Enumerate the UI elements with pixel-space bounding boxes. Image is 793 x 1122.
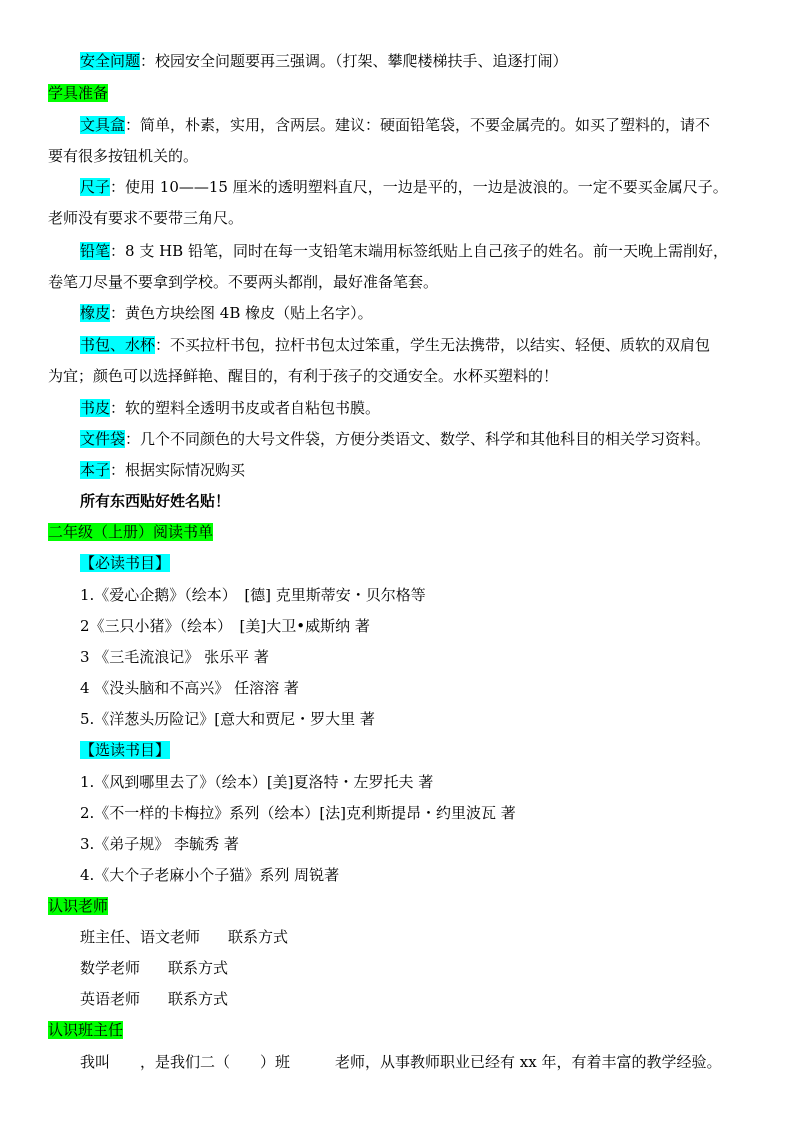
head-teacher-heading [48, 1015, 748, 1046]
book-item: 3.《弟子规》 李毓秀 著 [80, 835, 239, 853]
supply-label: 橡皮 [80, 304, 111, 322]
supply-label: 铅笔 [80, 242, 111, 260]
optional-books-label [80, 735, 748, 766]
supply-label: 文件袋 [80, 430, 126, 448]
teacher-contact: 联系方式 [228, 928, 289, 946]
book-item: 1.《风到哪里去了》（绘本）[美]夏洛特・左罗托夫 著 [80, 773, 434, 791]
supply-label: 书包、水杯 [80, 336, 156, 354]
teachers-heading [48, 891, 748, 922]
supply-ruler [80, 172, 748, 203]
teacher-role: 数学老师 [80, 959, 141, 977]
supply-label: 文具盒 [80, 116, 126, 134]
book-item: 3 《三毛流浪记》 张乐平 著 [80, 648, 269, 666]
supplies-heading-text: 学具准备 [48, 84, 109, 102]
optional-books-label-text: 【选读书目】 [80, 741, 171, 759]
supply-label: 尺子 [80, 178, 111, 196]
supply-file-bag [80, 424, 748, 455]
supply-label: 书皮 [80, 399, 111, 417]
supply-text: ：使用 10——15 厘米的透明塑料直尺，一边是平的，一边是波浪的。一定不要买金属尺子。 [110, 178, 728, 196]
required-books-label [80, 548, 748, 579]
teacher-contact: 联系方式 [168, 990, 229, 1008]
supply-text: ：不买拉杆书包，拉杆书包太过笨重，学生无法携带，以结实、轻便、质软的双肩包 [155, 336, 711, 354]
supply-book-cover [80, 393, 748, 424]
book-item: 1.《爱心企鹅》（绘本） [德] 克里斯蒂安・贝尔格等 [80, 586, 426, 604]
book-item: 2《三只小猪》（绘本） [美]大卫•威斯纳 著 [80, 617, 370, 635]
supply-pencil-case-cont: 要有很多按钮机关的。 [48, 147, 199, 165]
teacher-row [80, 984, 748, 1015]
supply-eraser [80, 298, 748, 329]
name-sticker-note: 所有东西贴好姓名贴！ [80, 492, 231, 510]
supply-text: ：简单，朴素，实用，含两层。建议：硬面铅笔袋，不要金属壳的。如买了塑料的，请不 [125, 116, 711, 134]
safety-label: 安全问题 [80, 52, 141, 70]
supply-bag-cup [80, 330, 748, 361]
supply-pencil-case [80, 110, 748, 141]
teacher-row [80, 953, 748, 984]
supply-text: ：几个不同颜色的大号文件袋，方便分类语文、数学、科学和其他科目的相关学习资料。 [125, 430, 711, 448]
supply-ruler-cont: 老师没有要求不要带三角尺。 [48, 209, 244, 227]
supply-label: 本子 [80, 461, 111, 479]
book-item: 4 《没头脑和不高兴》 任溶溶 著 [80, 679, 299, 697]
required-books-label-text: 【必读书目】 [80, 554, 171, 572]
supplies-heading [48, 78, 748, 109]
safety-line [80, 46, 748, 77]
teacher-row [80, 922, 748, 953]
supply-text: ：软的塑料全透明书皮或者自粘包书膜。 [110, 399, 381, 417]
teachers-heading-text: 认识老师 [48, 897, 109, 915]
safety-text: ：校园安全问题要再三强调。（打架、攀爬楼梯扶手、追逐打闹） [140, 52, 568, 70]
supply-text: ：黄色方块绘图 4B 橡皮（贴上名字）。 [110, 304, 373, 322]
supply-text: ：根据实际情况购买 [110, 461, 246, 479]
supply-text: ：8 支 HB 铅笔，同时在每一支铅笔末端用标签纸贴上自己孩子的姓名。前一天晚上需削好， [110, 242, 728, 260]
head-teacher-intro: 我叫 ，是我们二（ ）班 老师，从事教师职业已经有 xx 年，有着丰富的教学经验。 [80, 1053, 722, 1071]
teacher-role: 班主任、语文老师 [80, 928, 201, 946]
head-teacher-heading-text: 认识班主任 [48, 1021, 124, 1039]
supply-pencil [80, 236, 748, 267]
book-item: 5.《洋葱头历险记》[意大和贾尼・罗大里 著 [80, 710, 375, 728]
book-item: 2.《不一样的卡梅拉》系列（绘本）[法]克利斯提昂・约里波瓦 著 [80, 804, 516, 822]
book-item: 4.《大个子老麻小个子猫》系列 周锐著 [80, 866, 340, 884]
supply-pencil-cont: 卷笔刀尽量不要拿到学校。不要两头都削，最好准备笔套。 [48, 273, 439, 291]
teacher-role: 英语老师 [80, 990, 141, 1008]
reading-heading-text: 二年级（上册）阅读书单 [48, 523, 214, 541]
reading-heading [48, 517, 748, 548]
supply-notebook [80, 455, 748, 486]
supply-bag-cup-cont: 为宜；颜色可以选择鲜艳、醒目的，有利于孩子的交通安全。水杯买塑料的！ [48, 367, 559, 385]
teacher-contact: 联系方式 [168, 959, 229, 977]
